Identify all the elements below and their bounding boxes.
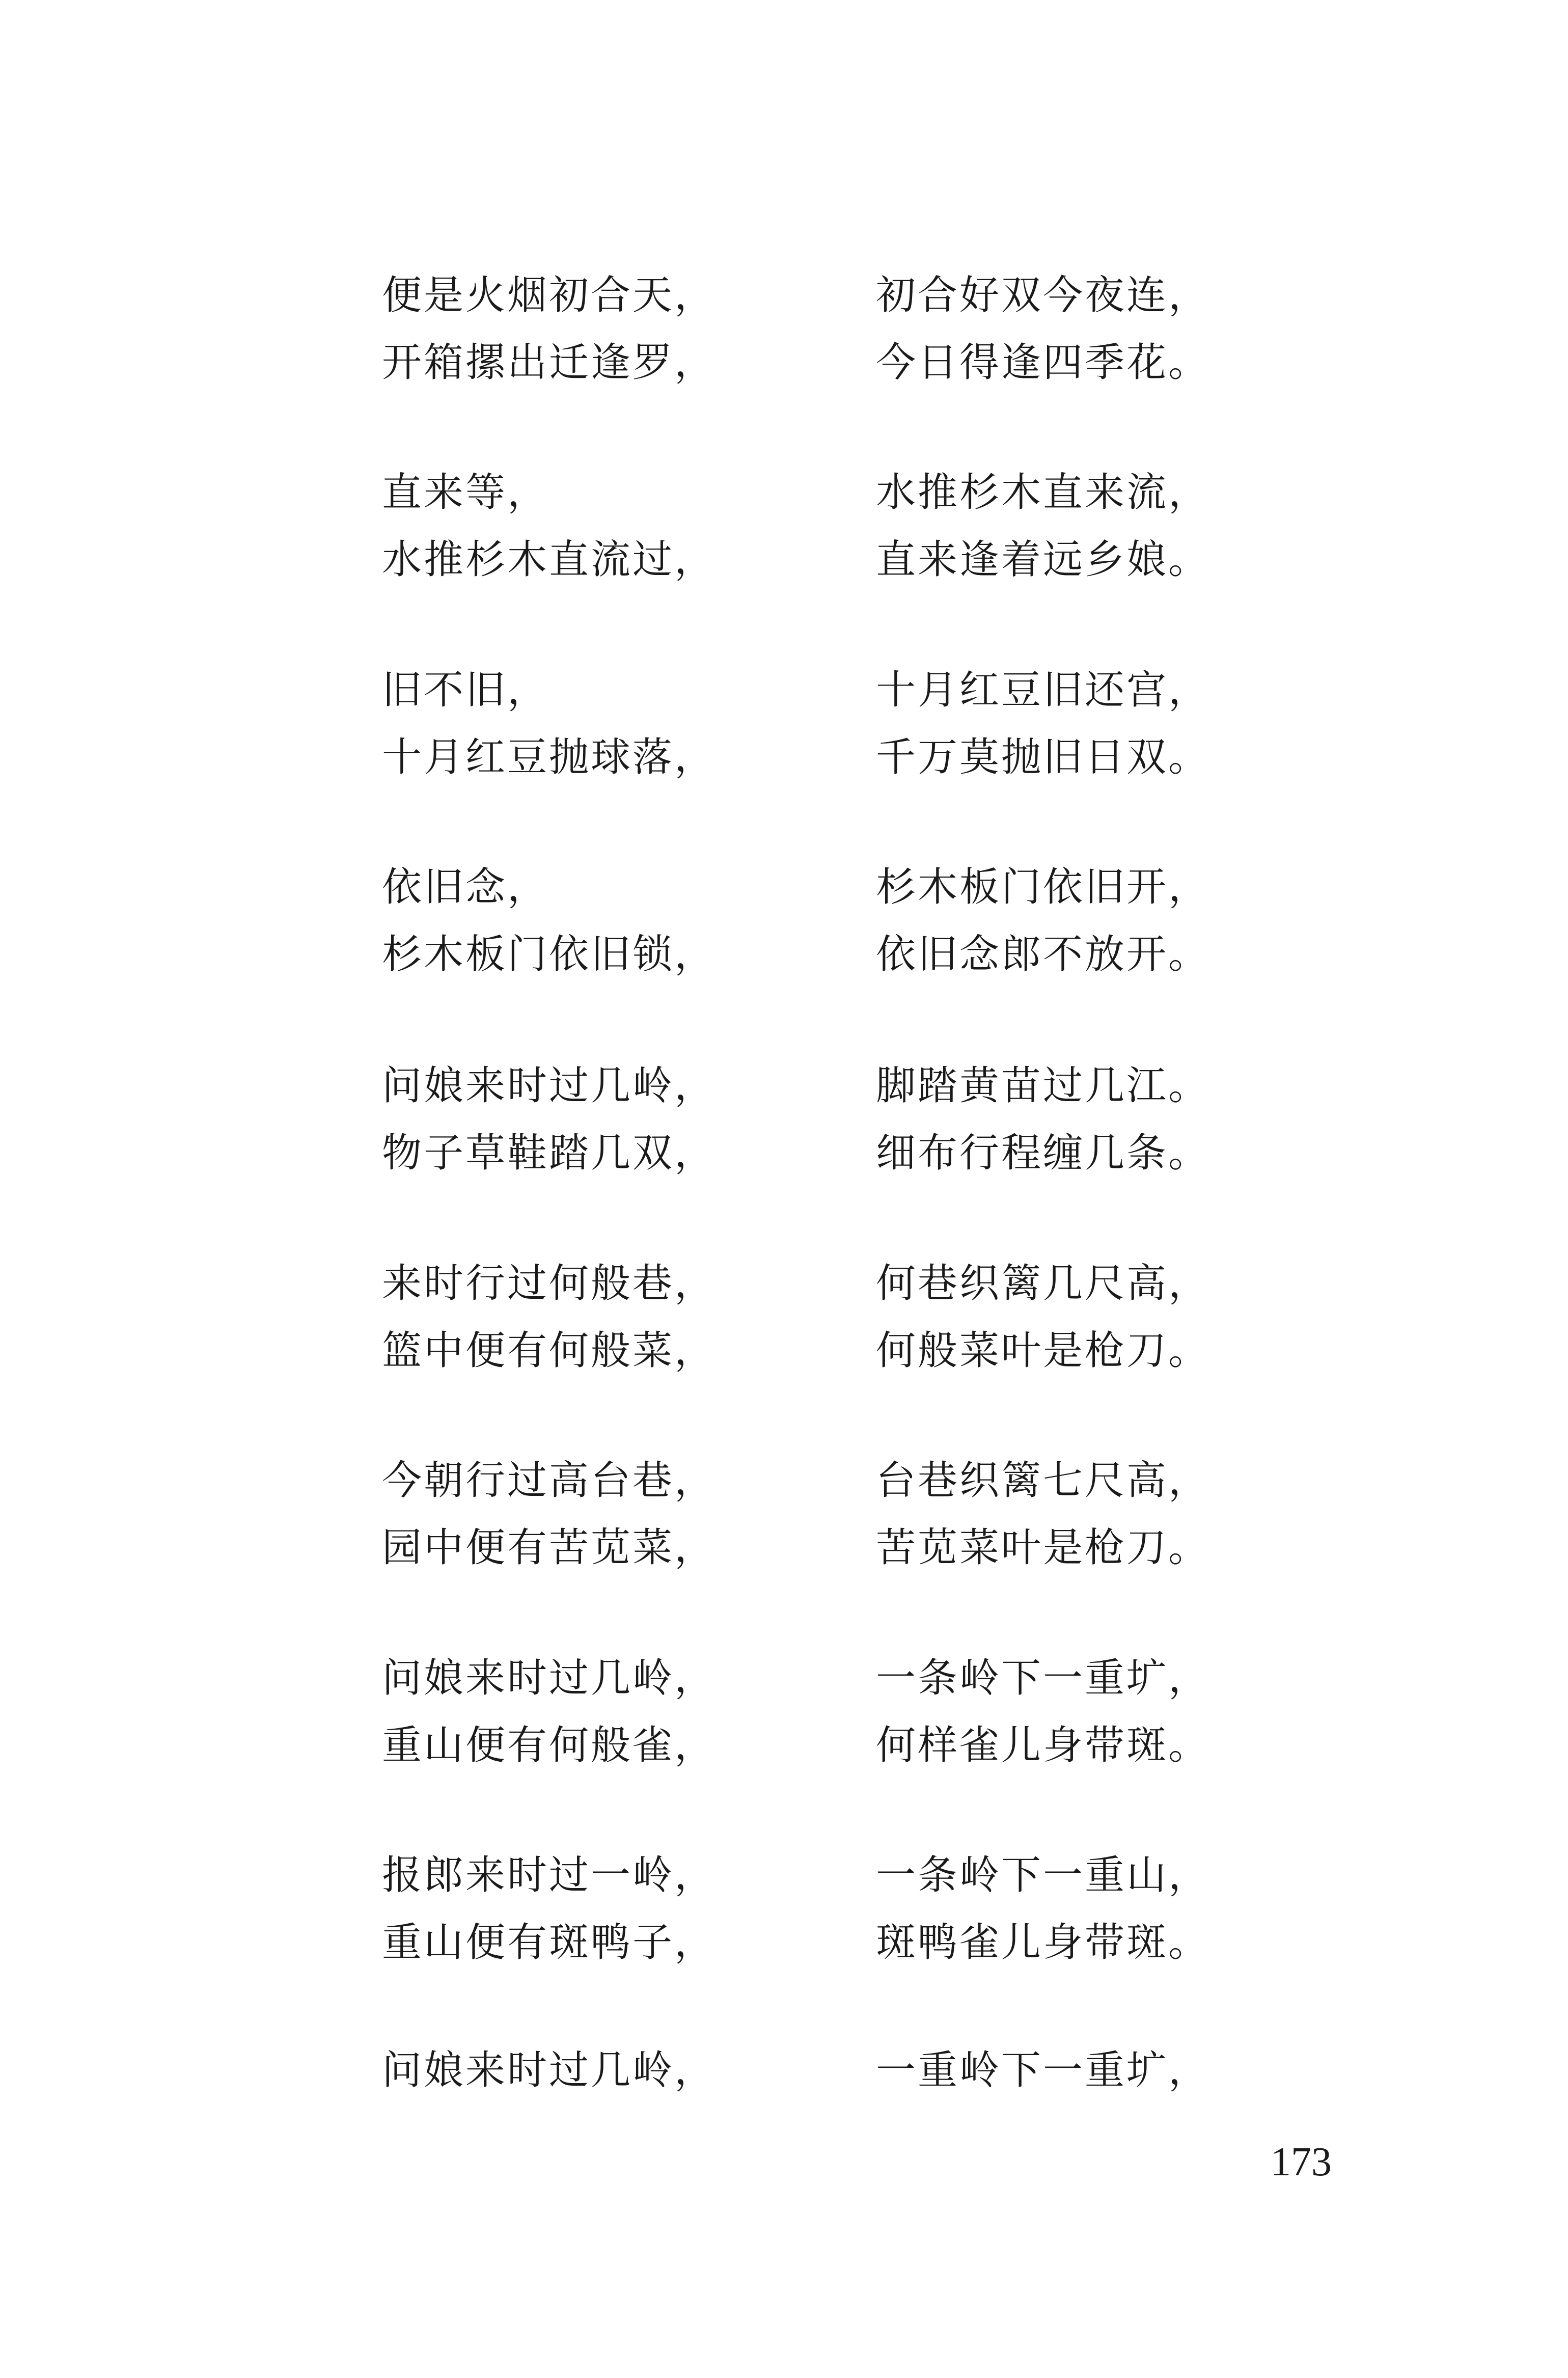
verse-right: 何巷织篱几尺高， bbox=[876, 1261, 1211, 1306]
stanza bbox=[382, 1845, 1217, 1977]
verse-line bbox=[382, 1253, 1217, 1314]
verse-right: 杉木板门依旧开， bbox=[876, 864, 1211, 910]
verse-line bbox=[382, 462, 1217, 523]
stanza bbox=[382, 660, 1217, 792]
verse-line bbox=[382, 1912, 1217, 1973]
verse-right: 苦苋菜叶是枪刀。 bbox=[876, 1525, 1211, 1571]
verse-left: 重山便有何般雀， bbox=[382, 1723, 717, 1768]
verse-line bbox=[382, 727, 1217, 788]
verse-left: 直来等， bbox=[382, 470, 549, 515]
verse-line bbox=[382, 1517, 1217, 1578]
verse-right: 斑鸭雀儿身带斑。 bbox=[876, 1920, 1211, 1965]
verse-left: 物子草鞋踏几双， bbox=[382, 1130, 717, 1176]
verse-line bbox=[382, 1648, 1217, 1709]
page-number: 173 bbox=[1271, 2140, 1332, 2184]
verse-line bbox=[382, 265, 1217, 326]
verse-right: 今日得逢四季花。 bbox=[876, 340, 1211, 386]
verse-right: 一条岭下一重山， bbox=[876, 1852, 1211, 1898]
verse-left: 问娘来时过几岭， bbox=[382, 2047, 717, 2093]
verse-left: 今朝行过高台巷， bbox=[382, 1458, 717, 1504]
stanza bbox=[382, 1450, 1217, 1582]
verse-right: 依旧念郎不放开。 bbox=[876, 932, 1211, 977]
verse-line bbox=[382, 2040, 1217, 2101]
verse-line bbox=[382, 529, 1217, 590]
verse-line bbox=[382, 924, 1217, 985]
verse-left: 便是火烟初合天， bbox=[382, 272, 717, 318]
verse-line bbox=[382, 660, 1217, 721]
verse-left: 问娘来时过几岭， bbox=[382, 1655, 717, 1701]
stanza bbox=[382, 1253, 1217, 1385]
verse-left: 依旧念， bbox=[382, 864, 549, 910]
verse-left: 来时行过何般巷， bbox=[382, 1261, 717, 1306]
verse-right: 初合好双今夜连， bbox=[876, 272, 1211, 318]
verse-right: 台巷织篱七尺高， bbox=[876, 1458, 1211, 1504]
verse-left: 篮中便有何般菜， bbox=[382, 1328, 717, 1374]
verse-right: 脚踏黄苗过几江。 bbox=[876, 1063, 1211, 1109]
verse-left: 开箱摞出迁逢罗， bbox=[382, 340, 717, 386]
verse-right: 一条岭下一重圹， bbox=[876, 1655, 1211, 1701]
verse-left: 园中便有苦苋菜， bbox=[382, 1525, 717, 1571]
verse-left: 杉木板门依旧锁， bbox=[382, 932, 717, 977]
stanza bbox=[382, 462, 1217, 594]
verse-left: 问娘来时过几岭， bbox=[382, 1063, 717, 1109]
verse-left: 旧不旧， bbox=[382, 667, 549, 713]
stanza bbox=[382, 265, 1217, 397]
verse-line bbox=[382, 1450, 1217, 1511]
stanza bbox=[382, 1055, 1217, 1188]
verse-line bbox=[382, 1055, 1217, 1116]
verse-line bbox=[382, 332, 1217, 393]
verse-right: 水推杉木直来流， bbox=[876, 470, 1211, 515]
verse-left: 报郎来时过一岭， bbox=[382, 1852, 717, 1898]
verse-line bbox=[382, 1123, 1217, 1184]
verse-right: 何般菜叶是枪刀。 bbox=[876, 1328, 1211, 1374]
verse-left: 十月红豆抛球落， bbox=[382, 734, 717, 780]
verse-left: 水推杉木直流过， bbox=[382, 537, 717, 583]
stanza bbox=[382, 857, 1217, 989]
verse-line bbox=[382, 1845, 1217, 1906]
verse-right: 十月红豆旧还宫， bbox=[876, 667, 1211, 713]
stanza bbox=[382, 2040, 1217, 2172]
verse-line bbox=[382, 1320, 1217, 1381]
verse-line bbox=[382, 857, 1217, 918]
verse-right: 千万莫抛旧日双。 bbox=[876, 734, 1211, 780]
verse-right: 直来逢着远乡娘。 bbox=[876, 537, 1211, 583]
verse-line bbox=[382, 1715, 1217, 1776]
verse-right: 细布行程缠几条。 bbox=[876, 1130, 1211, 1176]
verse-left: 重山便有斑鸭子， bbox=[382, 1920, 717, 1965]
stanza bbox=[382, 1648, 1217, 1780]
verse-right: 何样雀儿身带斑。 bbox=[876, 1723, 1211, 1768]
verse-right: 一重岭下一重圹， bbox=[876, 2047, 1211, 2093]
